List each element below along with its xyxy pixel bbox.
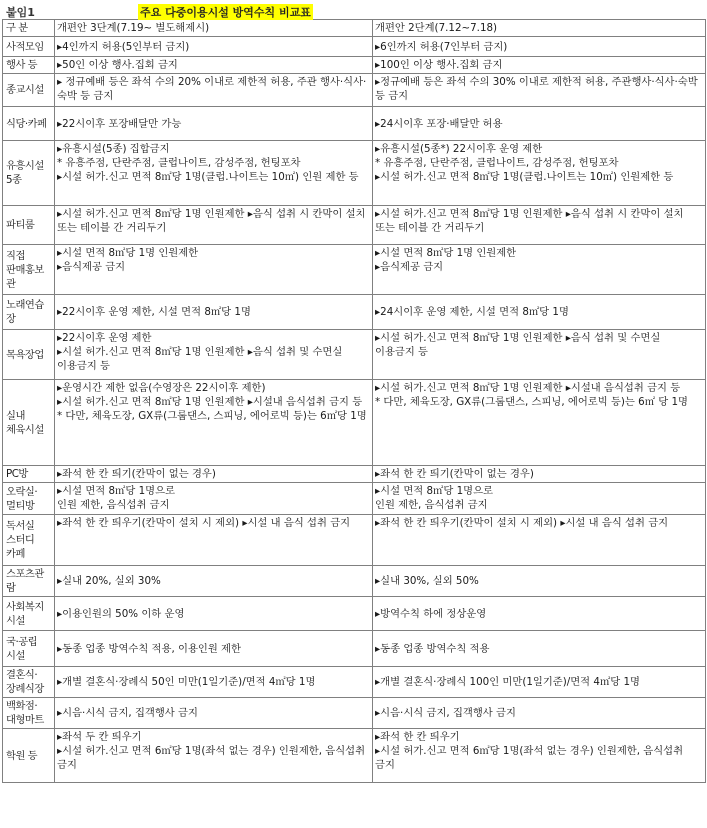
table-row [3,107,706,141]
table-row [3,631,706,667]
row-phase2-cell [373,206,706,245]
row-phase2-cell [373,245,706,295]
row-phase2-cell [373,57,706,74]
rule-line: ▸이용인원의 50% 이하 운영 [57,607,185,620]
rule-line: ▸실내 20%, 실외 30% [57,575,161,587]
row-phase3-cell [55,483,373,515]
row-phase3-cell [55,57,373,74]
table-row [3,380,706,466]
row-category: 유흥시설 5종 [3,141,55,206]
table-row [3,245,706,295]
table-row [3,37,706,57]
rule-line: ▸좌석 두 칸 띄우기 [57,731,142,743]
comparison-table [2,19,706,783]
row-phase2-cell [373,483,706,515]
row-category: 노래연습장 [3,295,55,330]
rule-line: ▸시음·시식 금지, 집객행사 금지 [57,707,198,719]
rule-line: ▸개별 결혼식·장례식 100인 미만(1일기준)/면적 4㎡당 1명 [375,676,640,688]
row-phase2-cell [373,698,706,729]
table-row [3,466,706,483]
row-category: 결혼식· 장례식장 [3,667,55,698]
rule-line: ▸22시이후 운영 제한, 시설 면적 8㎡당 1명 [57,306,251,318]
table-row [3,330,706,380]
row-category: 오락실·멀티방 [3,483,55,515]
rule-line: ▸6인까지 허용(7인부터 금지) [375,40,508,53]
rule-line: ▸좌석 한 칸 띄우기 [375,731,460,743]
row-category: 스포츠관람 [3,566,55,597]
rule-line: ▸시설 면적 8㎡당 1명 인원제한 [375,247,517,259]
rule-line: ▸시설 허가.신고 면적 8㎡당 1명 인원제한 ▸음식 섭취 시 칸막이 설치 또는 테이블 간 거리두기 [375,208,684,234]
rule-line: ▸정규예배 등은 좌석 수의 30% 이내로 제한적 허용, 주관행사·식사·숙박 등 금지 [375,76,698,102]
row-phase2-cell [373,380,706,466]
rule-line: ▸좌석 한 칸 띄우기(칸막이 설치 시 제외) ▸시설 내 음식 섭취 금지 [375,517,669,529]
table-row [3,483,706,515]
rule-line: ▸좌석 한 칸 띄우기(칸막이 설치 시 제외) ▸시설 내 음식 섭취 금지 [57,517,351,529]
row-category: 사적모임 [3,37,55,57]
header-row [3,20,706,37]
row-phase3-cell [55,380,373,466]
rule-line: ▸시설 면적 8㎡당 1명으로 [375,485,493,497]
row-phase3-cell [55,631,373,667]
attachment-label: 붙임1 [6,6,35,19]
row-category: 파티룸 [3,206,55,245]
rule-line: ▸24시이후 운영 제한, 시설 면적 8㎡당 1명 [375,306,569,318]
rule-line: ▸시설 허가.신고 면적 8㎡당 1명(클럽.나이트는 10㎡) 인원제한 등 [375,171,674,183]
rule-line: ▸시설 허가.신고 면적 8㎡당 1명 인원제한 ▸음식 섭취 및 수면실 이용금지 등 [375,332,661,358]
rule-line: ▸시설 면적 8㎡당 1명 인원제한 [57,247,199,259]
row-category: 독서실 스터디 카페 [3,515,55,566]
rule-line: ▸시설 허가.신고 면적 6㎡당 1명(좌석 없는 경우) 인원제한, 음식섭취 금지 [375,745,684,771]
rule-line: ▸시설 허가.신고 면적 8㎡당 1명(클럽.나이트는 10㎡) 인원 제한 등 [57,171,359,183]
row-category: 행사 등 [3,57,55,74]
rule-line: ▸시설 허가.신고 면적 8㎡당 1명 인원제한 ▸시설내 음식섭취 금지 등 [57,396,363,408]
header-category: 구 분 [3,20,55,37]
comparison-sheet [2,2,705,783]
row-category: 백화점· 대형마트 [3,698,55,729]
row-phase2-cell [373,631,706,667]
rule-line: * 유흥주점, 단란주점, 클럽나이트, 감성주점, 헌팅포차 [375,157,619,169]
rule-line: ▸24시이후 포장·배달만 허용 [375,117,503,130]
row-phase2-cell [373,597,706,631]
row-phase3-cell [55,698,373,729]
table-row [3,206,706,245]
row-category: 종교시설 [3,74,55,107]
row-phase2-cell [373,74,706,107]
rule-line: ▸시설 허가.신고 면적 8㎡당 1명 인원제한 ▸시설내 음식섭취 금지 등 [375,382,681,394]
row-phase2-cell [373,466,706,483]
rule-line: ▸시음·시식 금지, 집객행사 금지 [375,707,516,719]
rule-line: * 다만, 체육도장, GX류(그룹댄스, 스피닝, 에어로빅 등)는 6㎡ 당 1명 [375,396,688,408]
row-phase3-cell [55,566,373,597]
rule-line: ▸50인 이상 행사.집회 금지 [57,59,178,71]
row-category: 직접 판매홍보관 [3,245,55,295]
row-phase3-cell [55,206,373,245]
rule-line: ▸음식제공 금지 [57,261,126,273]
table-row [3,57,706,74]
rule-line: ▸좌석 한 칸 띄기(칸막이 없는 경우) [57,468,216,480]
title-row [2,2,705,19]
row-phase3-cell [55,107,373,141]
rule-line: ▸음식제공 금지 [375,261,444,273]
table-title: 주요 다중이용시설 방역수칙 비교표 [140,6,311,19]
row-phase3-cell [55,295,373,330]
rule-line: 인원 제한, 음식섭취 금지 [57,499,170,511]
rule-line: ▸100인 이상 행사.집회 금지 [375,59,503,71]
rule-line: ▸개별 결혼식·장례식 50인 미만(1일기준)/면적 4㎡당 1명 [57,676,316,688]
row-phase2-cell [373,107,706,141]
rule-line: ▸실내 30%, 실외 50% [375,575,479,587]
rule-line: ▸좌석 한 칸 띄기(칸막이 없는 경우) [375,468,534,480]
table-row [3,515,706,566]
table-row [3,74,706,107]
table-row [3,667,706,698]
rule-line: ▸동종 업종 방역수칙 적용, 이용인원 제한 [57,642,241,655]
rule-line: ▸ 정규예배 등은 좌석 수의 20% 이내로 제한적 허용, 주관 행사·식사·숙박 등 금지 [57,76,367,102]
row-phase2-cell [373,141,706,206]
rule-line: ▸시설 허가.신고 면적 8㎡당 1명 인원제한 ▸음식 섭취 시 칸막이 설치 또는 테이블 간 거리두기 [57,208,366,234]
row-phase3-cell [55,466,373,483]
rule-line: ▸시설 허가.신고 면적 6㎡당 1명(좌석 없는 경우) 인원제한, 음식섭취 금지 [57,745,366,771]
rule-line: ▸22시이후 포장배달만 가능 [57,117,182,130]
row-category: 국·공립 시설 [3,631,55,667]
row-phase3-cell [55,330,373,380]
rule-line: ▸방역수칙 하에 정상운영 [375,607,487,620]
row-phase2-cell [373,667,706,698]
row-phase3-cell [55,37,373,57]
row-phase3-cell [55,74,373,107]
rule-line: * 유흥주점, 단란주점, 클럽나이트, 감성주점, 헌팅포차 [57,157,301,169]
rule-line: ▸시설 허가.신고 면적 8㎡당 1명 인원제한 ▸음식 섭취 및 수면실 이용금지 등 [57,346,343,372]
row-phase2-cell [373,515,706,566]
table-row [3,295,706,330]
row-category: PC방 [3,466,55,483]
rule-line: ▸동종 업종 방역수칙 적용 [375,642,490,655]
row-phase2-cell [373,566,706,597]
row-phase2-cell [373,295,706,330]
rule-line: ▸4인까지 허용(5인부터 금지) [57,40,190,53]
table-row [3,597,706,631]
row-category: 목욕장업 [3,330,55,380]
row-category: 학원 등 [3,729,55,783]
table-row [3,566,706,597]
rule-line: ▸시설 면적 8㎡당 1명으로 [57,485,175,497]
header-phase2: 개편안 2단계(7.12~7.18) [373,20,706,37]
row-phase3-cell [55,729,373,783]
rule-line: * 다만, 체육도장, GX류(그룹댄스, 스피닝, 에어로빅 등)는 6㎡당 1명 [57,410,367,422]
row-phase3-cell [55,245,373,295]
row-phase3-cell [55,515,373,566]
row-phase3-cell [55,141,373,206]
rule-line: 인원 제한, 음식섭취 금지 [375,499,488,511]
table-row [3,698,706,729]
header-phase3: 개편안 3단계(7.19~ 별도해제시) [55,20,373,37]
row-category: 식당·카페 [3,107,55,141]
row-phase2-cell [373,729,706,783]
row-phase3-cell [55,667,373,698]
rule-line: ▸22시이후 운영 제한 [57,332,152,344]
row-category: 사회복지시설 [3,597,55,631]
rule-line: ▸유흥시설(5종*) 22시이후 운영 제한 [375,143,543,155]
row-phase3-cell [55,597,373,631]
row-phase2-cell [373,330,706,380]
rule-line: ▸유흥시설(5종) 집합금지 [57,143,170,155]
table-row [3,729,706,783]
rule-line: ▸운영시간 제한 없음(수영장은 22시이후 제한) [57,382,266,394]
row-category: 실내 체육시설 [3,380,55,466]
table-row [3,141,706,206]
row-phase2-cell [373,37,706,57]
